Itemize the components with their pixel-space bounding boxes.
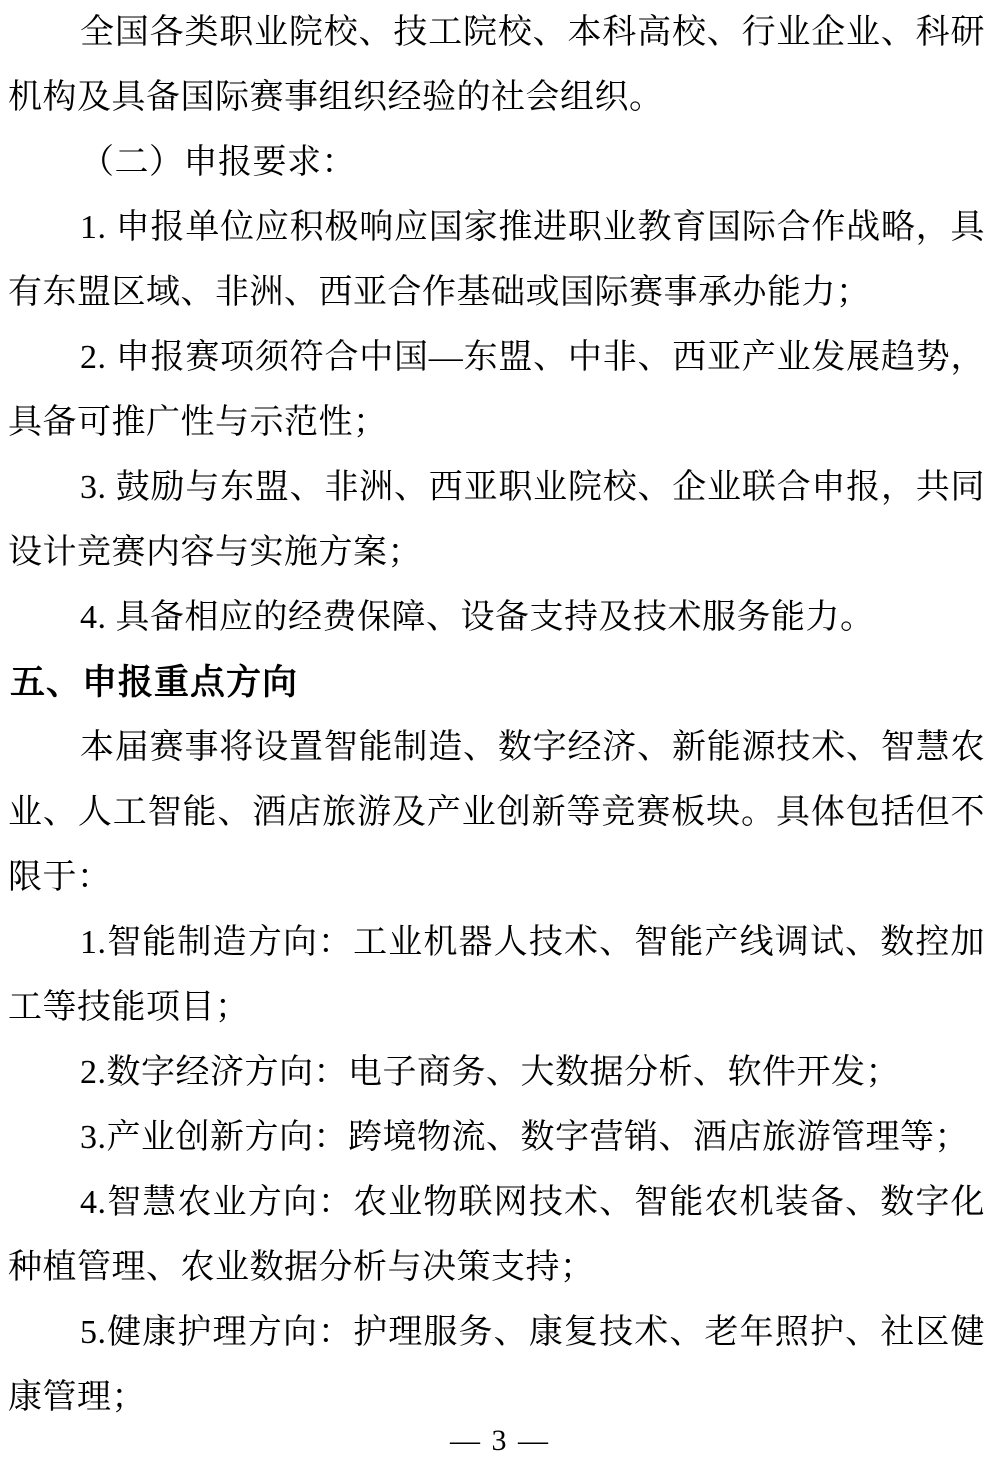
document-body [8,0,985,1430]
page-number: — 3 — [450,1424,550,1457]
track-item-5-health-care: 5.健康护理方向：护理服务、康复技术、老年照护、社区健康管理； [8,1314,985,1416]
track-item-2-digital-economy: 2.数字经济方向：电子商务、大数据分析、软件开发； [80,1054,900,1091]
track-item-1-intelligent-manufacturing: 1.智能制造方向：工业机器人技术、智能产线调试、数控加工等技能项目； [8,924,985,1026]
requirement-item-2: 2. 申报赛项须符合中国—东盟、中非、西亚产业发展趋势，具备可推广性与示范性； [8,339,985,441]
requirement-item-3: 3. 鼓励与东盟、非洲、西亚职业院校、企业联合申报，共同设计竞赛内容与实施方案； [8,469,985,571]
paragraph-competition-tracks-intro: 本届赛事将设置智能制造、数字经济、新能源技术、智慧农业、人工智能、酒店旅游及产业创新等竞赛板块。具体包括但不限于： [8,729,985,896]
paragraph-eligible-organizations: 全国各类职业院校、技工院校、本科高校、行业企业、科研机构及具备国际赛事组织经验的社会组织。 [8,14,985,116]
track-item-4-smart-agriculture: 4.智慧农业方向：农业物联网技术、智能农机装备、数字化种植管理、农业数据分析与决策支持； [8,1184,985,1286]
requirement-item-1: 1. 申报单位应积极响应国家推进职业教育国际合作战略，具有东盟区域、非洲、西亚合作基础或国际赛事承办能力； [8,209,985,311]
track-item-3-industry-innovation: 3.产业创新方向：跨境物流、数字营销、酒店旅游管理等； [80,1119,969,1156]
paragraph-application-requirements-label: （二）申报要求： [80,144,356,181]
requirement-item-4: 4. 具备相应的经费保障、设备支持及技术服务能力。 [80,599,875,636]
section-heading-key-directions: 五、申报重点方向 [10,663,299,702]
